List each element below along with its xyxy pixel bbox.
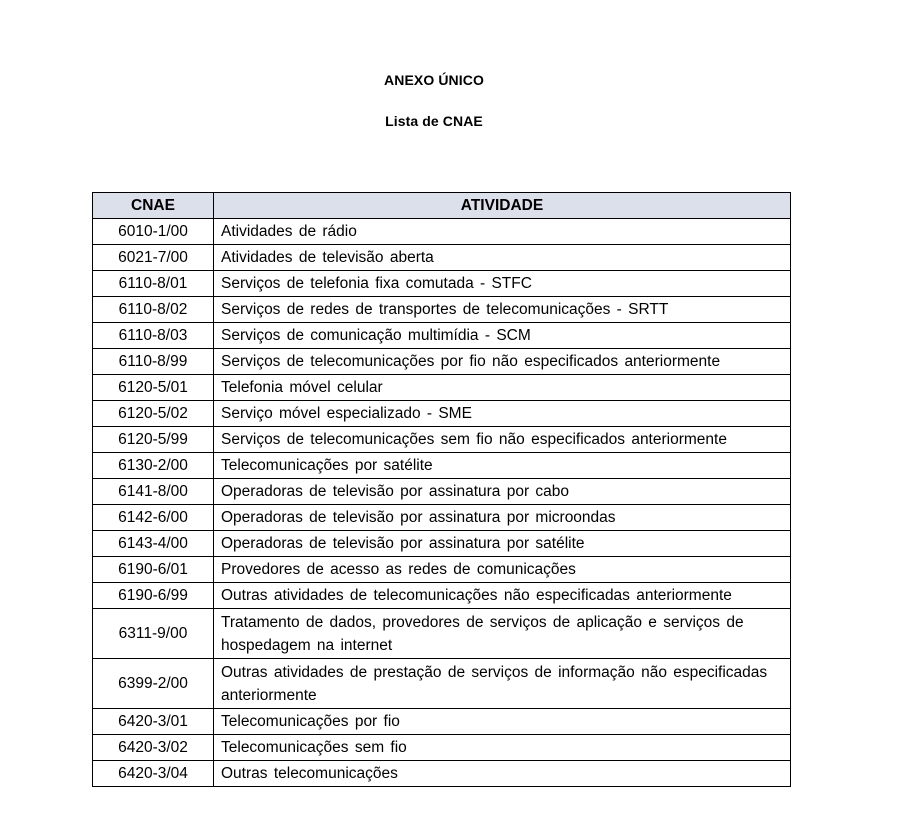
column-header-atividade: ATIVIDADE: [214, 193, 791, 219]
cnae-code-cell: 6110-8/03: [93, 323, 214, 349]
cnae-code-cell: 6110-8/02: [93, 297, 214, 323]
table-row: [93, 761, 791, 787]
activity-cell: Telecomunicações por satélite: [214, 453, 791, 479]
activity-cell: Serviço móvel especializado - SME: [214, 401, 791, 427]
table-row: [93, 479, 791, 505]
cnae-code-cell: 6420-3/02: [93, 735, 214, 761]
activity-cell: Serviços de telefonia fixa comutada - STFC: [214, 271, 791, 297]
activity-cell: Atividades de televisão aberta: [214, 245, 791, 271]
table-row: [93, 271, 791, 297]
table-row: [93, 219, 791, 245]
activity-cell: Outras atividades de telecomunicações não especificadas anteriormente: [214, 583, 791, 609]
activity-cell: Serviços de telecomunicações sem fio não especificados anteriormente: [214, 427, 791, 453]
document-subtitle: Lista de CNAE: [385, 113, 483, 129]
cnae-code-cell: 6141-8/00: [93, 479, 214, 505]
cnae-code-cell: 6420-3/04: [93, 761, 214, 787]
cnae-code-cell: 6142-6/00: [93, 505, 214, 531]
cnae-code-cell: 6311-9/00: [93, 609, 214, 659]
table-row: [93, 375, 791, 401]
activity-cell: Telecomunicações por fio: [214, 709, 791, 735]
table-row: [93, 453, 791, 479]
activity-cell: Operadoras de televisão por assinatura por cabo: [214, 479, 791, 505]
activity-cell: Telefonia móvel celular: [214, 375, 791, 401]
table-row: [93, 659, 791, 709]
table-row: [93, 323, 791, 349]
table-row: [93, 557, 791, 583]
table-row: [93, 531, 791, 557]
cnae-table: [92, 192, 791, 787]
column-header-cnae: CNAE: [93, 193, 214, 219]
table-row: [93, 427, 791, 453]
cnae-code-cell: 6143-4/00: [93, 531, 214, 557]
activity-cell: Outras atividades de prestação de serviços de informação não especificadas anteriormente: [214, 659, 791, 709]
cnae-code-cell: 6190-6/01: [93, 557, 214, 583]
table-row: [93, 297, 791, 323]
table-row: [93, 735, 791, 761]
cnae-code-cell: 6190-6/99: [93, 583, 214, 609]
table-body: [93, 219, 791, 787]
activity-cell: Operadoras de televisão por assinatura por satélite: [214, 531, 791, 557]
activity-cell: Outras telecomunicações: [214, 761, 791, 787]
table-row: [93, 709, 791, 735]
activity-cell: Atividades de rádio: [214, 219, 791, 245]
table-row: [93, 245, 791, 271]
table-row: [93, 609, 791, 659]
activity-cell: Serviços de telecomunicações por fio não especificados anteriormente: [214, 349, 791, 375]
activity-cell: Operadoras de televisão por assinatura por microondas: [214, 505, 791, 531]
table-row: [93, 505, 791, 531]
cnae-code-cell: 6130-2/00: [93, 453, 214, 479]
table-row: [93, 401, 791, 427]
cnae-code-cell: 6010-1/00: [93, 219, 214, 245]
cnae-code-cell: 6120-5/02: [93, 401, 214, 427]
activity-cell: Provedores de acesso as redes de comunicações: [214, 557, 791, 583]
document-title: ANEXO ÚNICO: [384, 72, 484, 88]
table-header-row: [93, 193, 791, 219]
table-row: [93, 583, 791, 609]
activity-cell: Serviços de redes de transportes de telecomunicações - SRTT: [214, 297, 791, 323]
cnae-code-cell: 6399-2/00: [93, 659, 214, 709]
cnae-code-cell: 6420-3/01: [93, 709, 214, 735]
cnae-code-cell: 6120-5/99: [93, 427, 214, 453]
activity-cell: Tratamento de dados, provedores de serviços de aplicação e serviços de hospedagem na internet: [214, 609, 791, 659]
cnae-code-cell: 6120-5/01: [93, 375, 214, 401]
cnae-code-cell: 6021-7/00: [93, 245, 214, 271]
activity-cell: Telecomunicações sem fio: [214, 735, 791, 761]
cnae-code-cell: 6110-8/99: [93, 349, 214, 375]
activity-cell: Serviços de comunicação multimídia - SCM: [214, 323, 791, 349]
cnae-code-cell: 6110-8/01: [93, 271, 214, 297]
table-row: [93, 349, 791, 375]
